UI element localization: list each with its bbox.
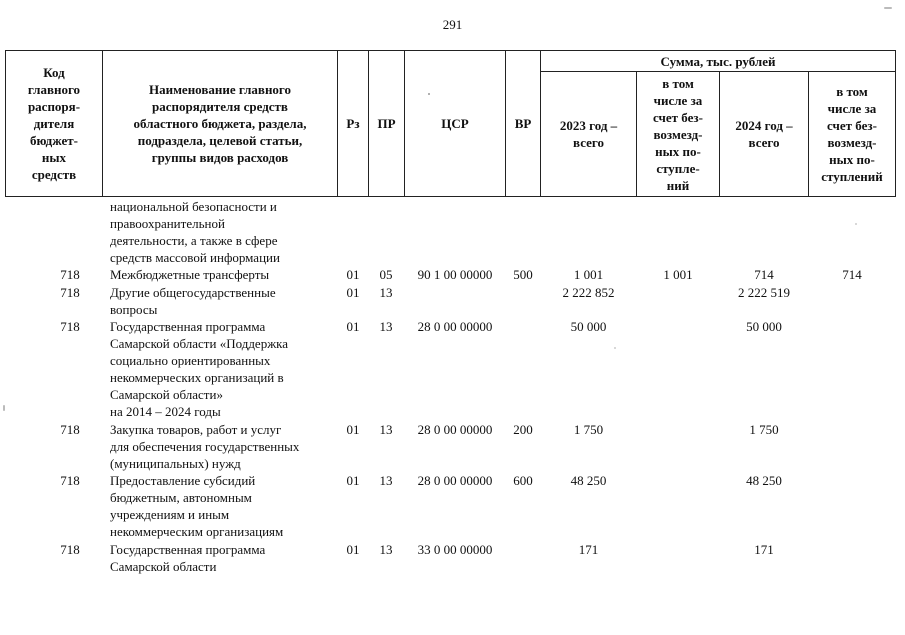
row-rz: 01	[346, 319, 360, 334]
row-name: Государственная программа Самарской области «Поддержка социально ориентированных некоммерческих организаций в Самарской области» на 2014 – 2024 годы	[110, 319, 289, 419]
row-sum-2024: 50 000	[746, 319, 782, 334]
row-free-2023: 1 001	[663, 267, 693, 282]
row-rz: 01	[346, 267, 360, 282]
row-name: Другие общегосударственные вопросы	[110, 285, 276, 317]
row-pr: 13	[379, 285, 393, 300]
row-sum-2024: 48 250	[746, 473, 782, 488]
row-free-2024: 714	[842, 267, 862, 282]
row-code: 718	[60, 267, 80, 282]
row-rz: 01	[346, 542, 360, 557]
row-name: Межбюджетные трансферты	[110, 267, 270, 282]
row-pr: 13	[379, 473, 393, 488]
row-csr: 90 1 00 00000	[417, 267, 493, 282]
row-code: 718	[60, 319, 80, 334]
header-2023-free: в том числе за счет без- возмезд- ных по- ступле- ний	[653, 75, 703, 193]
row-pr: 13	[379, 422, 393, 437]
page-number: 291	[442, 17, 463, 32]
scan-speck	[3, 405, 5, 411]
header-2023-total: 2023 год – всего	[559, 118, 618, 150]
header-csr: ЦСР	[441, 116, 469, 131]
scan-speck	[884, 7, 892, 9]
row-sum-2023: 171	[578, 542, 599, 557]
row-vr: 500	[513, 267, 533, 282]
continuation-text: национальной безопасности и правоохранительной деятельности, а также в сфере средств массовой информации	[110, 199, 280, 265]
row-rz: 01	[346, 285, 360, 300]
row-rz: 01	[346, 422, 360, 437]
row-pr: 05	[379, 267, 393, 282]
row-csr: 28 0 00 00000	[417, 473, 493, 488]
row-csr: 33 0 00 00000	[417, 542, 493, 557]
row-sum-2024: 714	[754, 267, 774, 282]
header-2024-total: 2024 год – всего	[735, 118, 793, 150]
row-csr: 28 0 00 00000	[417, 422, 493, 437]
row-pr: 13	[379, 319, 393, 334]
row-vr: 600	[513, 473, 533, 488]
row-sum-2023: 1 001	[573, 267, 604, 282]
header-rz: Рз	[346, 116, 360, 131]
scan-speck	[614, 347, 616, 349]
row-sum-2023: 1 750	[573, 422, 604, 437]
row-csr: 28 0 00 00000	[417, 319, 493, 334]
row-sum-2024: 171	[754, 542, 774, 557]
table-header	[0, 0, 905, 200]
row-pr: 13	[379, 542, 393, 557]
header-sum-group: Сумма, тыс. рублей	[660, 53, 776, 69]
row-code: 718	[60, 542, 80, 557]
row-sum-2024: 1 750	[749, 422, 779, 437]
header-code: Код главного распоря- дителя бюджет- ных средств	[27, 65, 81, 182]
header-pr: ПР	[377, 116, 396, 131]
row-vr: 200	[513, 422, 533, 437]
row-rz: 01	[346, 473, 360, 488]
header-vr: ВР	[514, 116, 532, 131]
header-name: Наименование главного распорядителя средств областного бюджета, раздела, подраздела, целевой статьи, группы видов расходов	[133, 82, 307, 165]
scan-speck	[428, 93, 430, 95]
row-name: Предоставление субсидий бюджетным, автономным учреждениям и иным некоммерческим организациям	[110, 473, 284, 539]
row-code: 718	[60, 422, 80, 437]
row-name: Государственная программа Самарской области	[110, 542, 266, 574]
row-sum-2023: 2 222 852	[562, 285, 615, 300]
row-code: 718	[60, 285, 80, 300]
row-code: 718	[60, 473, 80, 488]
header-2024-free: в том числе за счет без- возмезд- ных по- ступлений	[821, 84, 883, 184]
row-sum-2024: 2 222 519	[738, 285, 790, 300]
row-sum-2023: 50 000	[570, 319, 607, 334]
row-name: Закупка товаров, работ и услуг для обеспечения государственных (муниципальных) нужд	[110, 422, 300, 471]
row-sum-2023: 48 250	[570, 473, 607, 488]
scan-speck	[855, 223, 857, 225]
